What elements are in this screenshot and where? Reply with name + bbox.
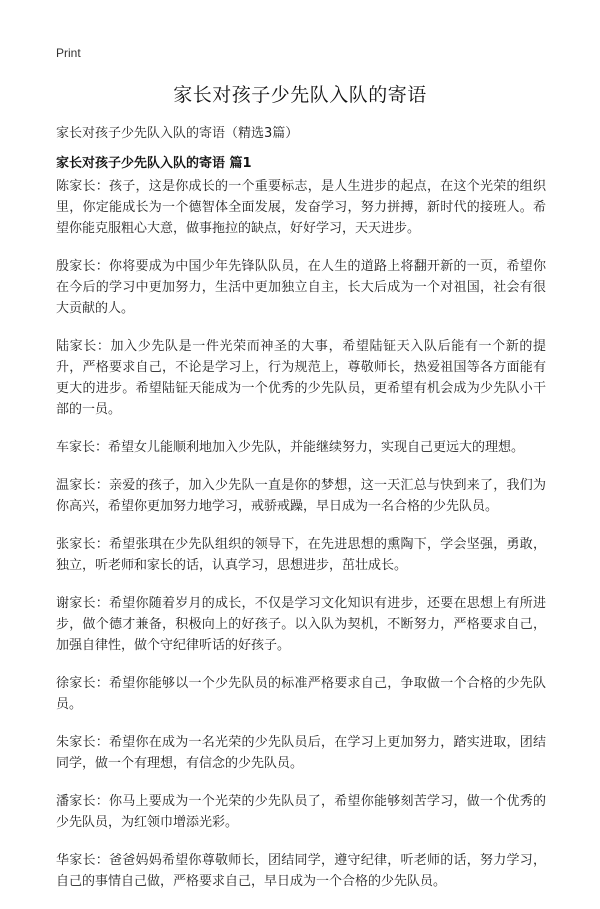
section-title: 家长对孩子少先队入队的寄语 篇1	[56, 156, 252, 171]
paragraph-wen: 温家长：亲爱的孩子，加入少先队一直是你的梦想，这一天汇总与快到来了，我们为你高兴，希望你更加努力地学习，戒骄戒躁，早日成为一名合格的少先队员。	[56, 478, 546, 514]
paragraph-che: 车家长：希望女儿能顺利地加入少先队，并能继续努力，实现自己更远大的理想。	[56, 440, 525, 455]
paragraph-lu: 陆家长：加入少先队是一件光荣而神圣的大事，希望陆钲天入队后能有一个新的提升，严格要求自己，不论是学习上，行为规范上，尊敬师长，热爱祖国等各方面能有更大的进步。希望陆钲天能成为一个优秀的少先队员，更希望有机会成为少先队小干部的一员。	[56, 339, 546, 417]
paragraph-xu: 徐家长：希望你能够以一个少先队员的标准严格要求自己，争取做一个合格的少先队员。	[56, 676, 546, 712]
paragraph-zhu: 朱家长：希望你在成为一名光荣的少先队员后，在学习上更加努力，踏实进取，团结同学，做一个有理想，有信念的少先队员。	[56, 735, 546, 771]
article-body	[56, 176, 546, 909]
page-title: 家长对孩子少先队入队的寄语	[173, 84, 427, 106]
paragraph-hua: 华家长：爸爸妈妈希望你尊敬师长，团结同学，遵守纪律，听老师的话，努力学习，自己的事情自己做，严格要求自己，早日成为一个合格的少先队员。	[56, 853, 546, 889]
paragraph-yin: 殷家长：你将要成为中国少年先锋队队员，在人生的道路上将翻开新的一页，希望你在今后的学习中更加努力，生活中更加独立自主，长大后成为一个对祖国，社会有很大贡献的人。	[56, 259, 546, 316]
print-link[interactable]: Print	[56, 46, 81, 60]
paragraph-xie: 谢家长：希望你随着岁月的成长，不仅是学习文化知识有进步，还要在思想上有所进步，做个德才兼备，积极向上的好孩子。以入队为契机，不断努力，严格要求自己，加强自律性，做个守纪律听话的好孩子。	[56, 596, 546, 653]
paragraph-chen: 陈家长：孩子，这是你成长的一个重要标志，是人生进步的起点，在这个光荣的组织里，你定能成长为一个德智体全面发展，发奋学习，努力拼搏，新时代的接班人。希望你能克服粗心大意，做事拖拉的缺点，好好学习，天天进步。	[56, 179, 546, 236]
paragraph-zhang: 张家长：希望张琪在少先队组织的领导下，在先进思想的熏陶下，学会坚强，勇敢，独立，听老师和家长的话，认真学习，思想进步，茁壮成长。	[56, 537, 546, 573]
paragraph-pan: 潘家长：你马上要成为一个光荣的少先队员了，希望你能够刻苦学习，做一个优秀的少先队员，为红领巾增添光彩。	[56, 794, 546, 830]
document-subtitle: 家长对孩子少先队入队的寄语（精选3篇）	[56, 126, 299, 141]
